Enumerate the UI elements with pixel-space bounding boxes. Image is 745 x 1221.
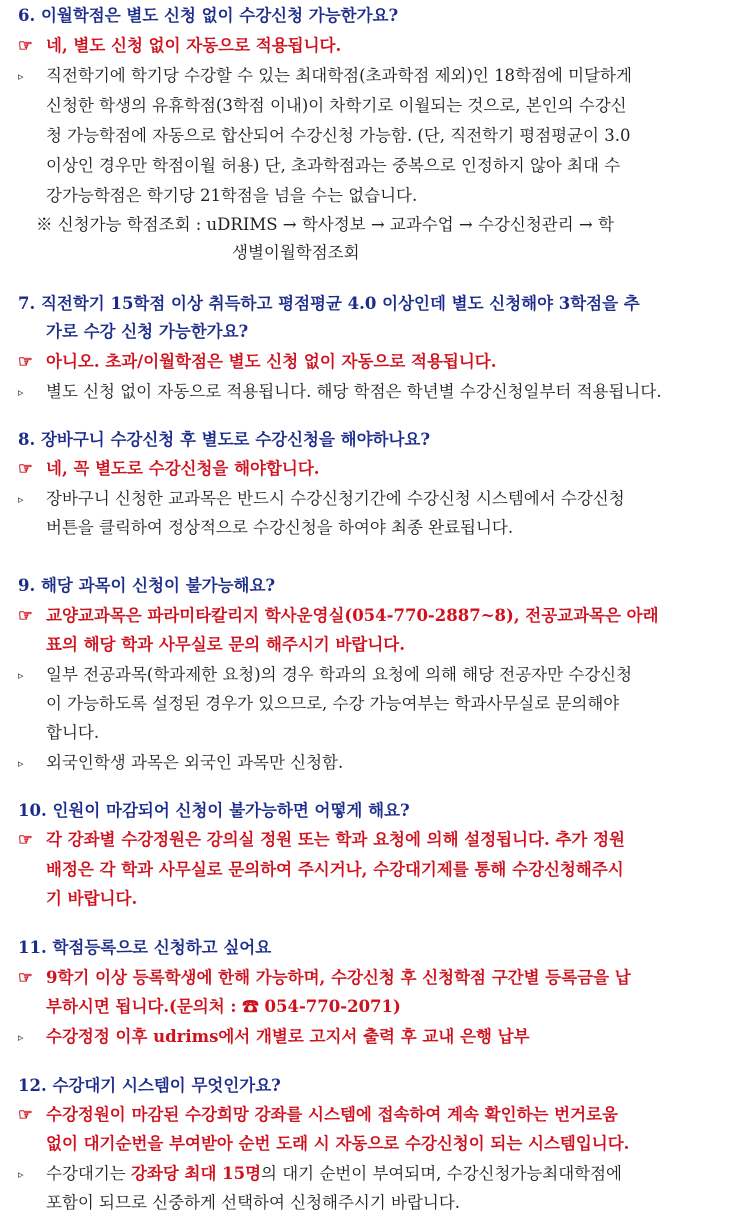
note-6-line-2: 생별이월학점조회: [232, 243, 360, 262]
body-9-line-4: ▹ 외국인학생 과목은 외국인 과목만 신청함.: [18, 753, 344, 772]
body-9-line-3: 합니다.: [46, 723, 100, 742]
note-6-line-1: ※ 신청가능 학점조회 : uDRIMS → 학사정보 → 교과수업 → 수강신청관리 → 학: [36, 215, 614, 234]
pointing-hand-icon: ☞: [18, 606, 33, 625]
pointing-hand-icon: ☞: [18, 36, 33, 55]
pointing-hand-icon: ☞: [18, 1105, 33, 1124]
bullet-triangle-icon: ▹: [18, 70, 24, 83]
question-6: 6. 이월학점은 별도 신청 없이 수강신청 가능한가요?: [18, 6, 399, 25]
body-8-line-1: ▹ 장바구니 신청한 교과목은 반드시 수강신청기간에 수강신청 시스템에서 수강신청: [18, 489, 625, 508]
body-6-line-4: 이상인 경우만 학점이월 허용) 단, 초과학점과는 중복으로 인정하지 않아 최대 수: [46, 156, 621, 175]
answer-11-line-1: ☞ 9학기 이상 등록학생에 한해 가능하며, 수강신청 후 신청학점 구간별 등록금을 납: [18, 968, 631, 987]
bullet-triangle-icon: ▹: [18, 1031, 24, 1044]
body-9-line-2: 이 가능하도록 설정된 경우가 있으므로, 수강 가능여부는 학과사무실로 문의해야: [46, 694, 620, 713]
question-7-line-1: 7. 직전학기 15학점 이상 취득하고 평점평균 4.0 이상인데 별도 신청해야 3학점을 추: [18, 294, 640, 313]
answer-9-line-1: ☞ 교양교과목은 파라미타칼리지 학사운영실(054-770-2887~8), 전공교과목은 아래: [18, 606, 659, 625]
answer-12-line-2: 없이 대기순번을 부여받아 순번 도래 시 자동으로 수강신청이 되는 시스템입니다.: [46, 1134, 630, 1153]
bullet-triangle-icon: ▹: [18, 757, 24, 770]
answer-10-line-1: ☞ 각 강좌별 수강정원은 강의실 정원 또는 학과 요청에 의해 설정됩니다. 추가 정원: [18, 830, 625, 849]
body-7: ▹ 별도 신청 없이 자동으로 적용됩니다. 해당 학점은 학년별 수강신청일부터 적용됩니다.: [18, 382, 662, 401]
body-6-line-1: ▹ 직전학기에 학기당 수강할 수 있는 최대학점(초과학점 제외)인 18학점에 미달하게: [18, 66, 632, 85]
body-8-line-2: 버튼을 클릭하여 정상적으로 수강신청을 하여야 최종 완료됩니다.: [46, 518, 514, 537]
body-6-line-2: 신청한 학생의 유휴학점(3학점 이내)이 차학기로 이월되는 것으로, 본인의 수강신: [46, 96, 627, 115]
answer-10-line-2: 배정은 각 학과 사무실로 문의하여 주시거나, 수강대기제를 통해 수강신청해주시: [46, 860, 624, 879]
body-9-line-1: ▹ 일부 전공과목(학과제한 요청)의 경우 학과의 요청에 의해 해당 전공자만 수강신청: [18, 665, 633, 684]
question-9: 9. 해당 과목이 신청이 불가능해요?: [18, 576, 276, 595]
body-6-line-5: 강가능학점은 학기당 21학점을 넘을 수는 없습니다.: [46, 186, 418, 205]
pointing-hand-icon: ☞: [18, 830, 33, 849]
answer-8: ☞ 네, 꼭 별도로 수강신청을 해야합니다.: [18, 459, 320, 478]
bullet-triangle-icon: ▹: [18, 1168, 24, 1181]
answer-12-line-1: ☞ 수강정원이 마감된 수강희망 강좌를 시스템에 접속하여 계속 확인하는 번거로움: [18, 1105, 618, 1124]
max-wait-highlight: 강좌당 최대 15명: [130, 1164, 262, 1183]
body-12-line-1: ▹ 수강대기는 강좌당 최대 15명의 대기 순번이 부여되며, 수강신청가능최대학점에: [18, 1164, 622, 1183]
pointing-hand-icon: ☞: [18, 459, 33, 478]
question-7-line-2: 가로 수강 신청 가능한가요?: [46, 322, 249, 341]
answer-10-line-3: 기 바랍니다.: [46, 889, 138, 908]
bullet-triangle-icon: ▹: [18, 493, 24, 506]
answer-9-line-2: 표의 해당 학과 사무실로 문의 해주시기 바랍니다.: [46, 635, 405, 654]
bullet-triangle-icon: ▹: [18, 386, 24, 399]
question-12: 12. 수강대기 시스템이 무엇인가요?: [18, 1076, 281, 1095]
answer-6: ☞ 네, 별도 신청 없이 자동으로 적용됩니다.: [18, 36, 342, 55]
answer-11-line-2: 부하시면 됩니다.(문의처 : ☎ 054-770-2071): [46, 997, 401, 1016]
answer-7: ☞ 아니오. 초과/이월학점은 별도 신청 없이 자동으로 적용됩니다.: [18, 352, 497, 371]
body-12-line-2: 포함이 되므로 신중하게 선택하여 신청해주시기 바랍니다.: [46, 1193, 461, 1212]
answer-11-bullet: ▹ 수강정정 이후 udrims에서 개별로 고지서 출력 후 교내 은행 납부: [18, 1027, 530, 1046]
question-11: 11. 학점등록으로 신청하고 싶어요: [18, 938, 272, 957]
body-6-line-3: 청 가능학점에 자동으로 합산되어 수강신청 가능함. (단, 직전학기 평점평균이 3.0: [46, 126, 631, 145]
pointing-hand-icon: ☞: [18, 968, 33, 987]
question-8: 8. 장바구니 수강신청 후 별도로 수강신청을 해야하나요?: [18, 430, 431, 449]
pointing-hand-icon: ☞: [18, 352, 33, 371]
question-10: 10. 인원이 마감되어 신청이 불가능하면 어떻게 해요?: [18, 801, 410, 820]
bullet-triangle-icon: ▹: [18, 669, 24, 682]
